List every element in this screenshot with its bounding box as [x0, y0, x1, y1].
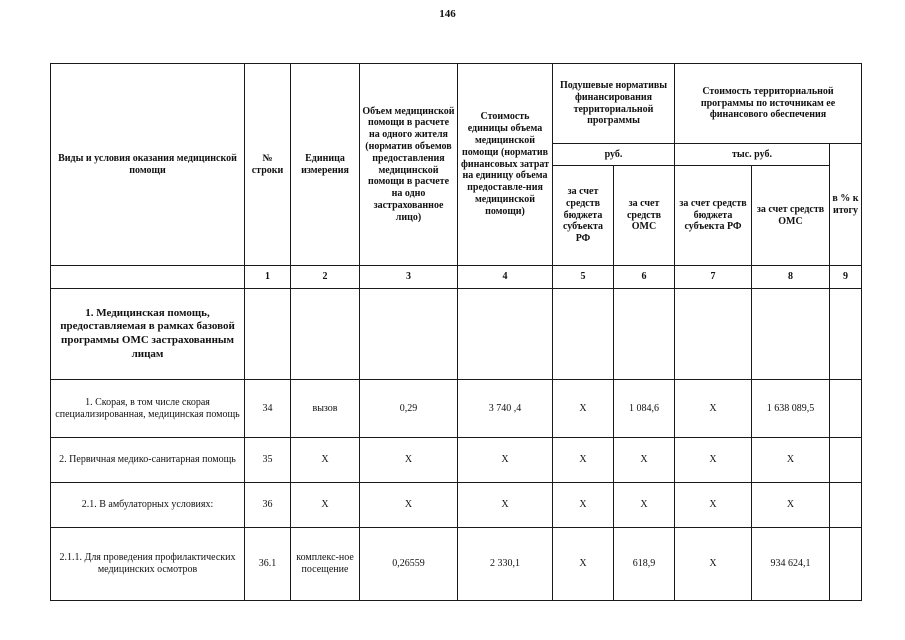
row-percent — [830, 483, 862, 528]
table-row — [51, 380, 862, 438]
row-unit: X — [291, 483, 360, 528]
row-volume: 0,26559 — [360, 528, 458, 601]
row-budget-rub: X — [553, 380, 614, 438]
header-row-number: № строки — [245, 64, 291, 266]
row-cost: X — [458, 483, 553, 528]
row-percent — [830, 528, 862, 601]
header-cost: Стоимость единицы объема медицинской помощи (норматив финансовых затрат на единицу объема предоставле-ния медицинской помощи) — [458, 64, 553, 266]
row-name: 2.1.1. Для проведения профилактических медицинских осмотров — [51, 528, 245, 601]
header-oms-thousand: за счет средств ОМС — [752, 166, 830, 266]
row-name: 1. Скорая, в том числе скорая специализированная, медицинская помощь — [51, 380, 245, 438]
row-cost: 2 330,1 — [458, 528, 553, 601]
header-program-cost-group: Стоимость территориальной программы по источникам ее финансового обеспечения — [675, 64, 862, 144]
row-oms-thousand: 934 624,1 — [752, 528, 830, 601]
column-number-blank — [51, 266, 245, 289]
row-cost: 3 740 ,4 — [458, 380, 553, 438]
section-row — [51, 289, 862, 380]
table-row — [51, 483, 862, 528]
row-name: 2. Первичная медико-санитарная помощь — [51, 438, 245, 483]
header-per-capita-group: Подушевые нормативы финансирования территориальной программы — [553, 64, 675, 144]
row-oms-rub: 618,9 — [614, 528, 675, 601]
row-oms-thousand: 1 638 089,5 — [752, 380, 830, 438]
header-oms-rub: за счет средств ОМС — [614, 166, 675, 266]
row-budget-thousand: X — [675, 483, 752, 528]
table-row — [51, 528, 862, 601]
row-number: 36.1 — [245, 528, 291, 601]
table-row — [51, 438, 862, 483]
column-number: 7 — [675, 266, 752, 289]
row-percent — [830, 438, 862, 483]
header-unit: Единица измерения — [291, 64, 360, 266]
row-volume: X — [360, 438, 458, 483]
row-budget-rub: X — [553, 483, 614, 528]
row-budget-thousand: X — [675, 380, 752, 438]
row-budget-rub: X — [553, 528, 614, 601]
column-number: 1 — [245, 266, 291, 289]
column-number: 4 — [458, 266, 553, 289]
header-name: Виды и условия оказания медицинской помощи — [51, 64, 245, 266]
column-number: 8 — [752, 266, 830, 289]
header-budget-rub: за счет средств бюджета субъекта РФ — [553, 166, 614, 266]
column-number: 3 — [360, 266, 458, 289]
column-number: 5 — [553, 266, 614, 289]
row-unit: X — [291, 438, 360, 483]
header-budget-thousand: за счет средств бюджета субъекта РФ — [675, 166, 752, 266]
row-oms-rub: X — [614, 483, 675, 528]
row-cost: X — [458, 438, 553, 483]
section-title: 1. Медицинская помощь, предоставляемая в рамках базовой программы ОМС застрахованным лицам — [51, 289, 245, 380]
row-oms-rub: X — [614, 438, 675, 483]
row-oms-thousand: X — [752, 438, 830, 483]
header-volume: Объем медицинской помощи в расчете на одного жителя (норматив объемов предоставления медицинской помощи в расчете на одно застрахованное лицо) — [360, 64, 458, 266]
row-budget-thousand: X — [675, 528, 752, 601]
page-number: 146 — [439, 8, 456, 20]
row-unit: вызов — [291, 380, 360, 438]
row-oms-thousand: X — [752, 483, 830, 528]
row-number: 34 — [245, 380, 291, 438]
column-number: 9 — [830, 266, 862, 289]
row-oms-rub: 1 084,6 — [614, 380, 675, 438]
row-volume: X — [360, 483, 458, 528]
header-unit-rub: руб. — [553, 144, 675, 166]
row-percent — [830, 380, 862, 438]
row-unit: комплекс-ное посещение — [291, 528, 360, 601]
header-unit-thousand-rub: тыс. руб. — [675, 144, 830, 166]
column-numbers-row — [51, 266, 862, 289]
row-budget-rub: X — [553, 438, 614, 483]
row-number: 35 — [245, 438, 291, 483]
row-budget-thousand: X — [675, 438, 752, 483]
header-percent: в % к итогу — [830, 144, 862, 266]
column-number: 6 — [614, 266, 675, 289]
row-number: 36 — [245, 483, 291, 528]
row-volume: 0,29 — [360, 380, 458, 438]
column-number: 2 — [291, 266, 360, 289]
territorial-program-table — [50, 63, 862, 601]
row-name: 2.1. В амбулаторных условиях: — [51, 483, 245, 528]
